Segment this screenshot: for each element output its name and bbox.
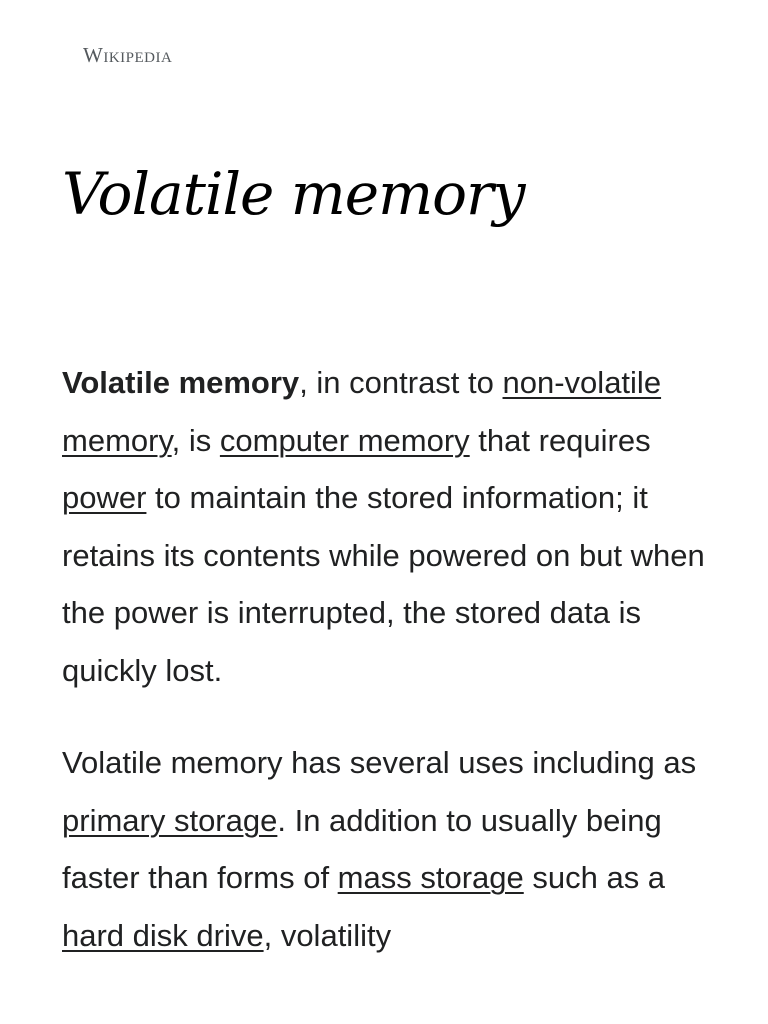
link-non-volatile-memory[interactable]: non-volatile memory (62, 365, 662, 458)
link-hard-disk-drive[interactable]: hard disk drive (62, 917, 264, 953)
text-segment: , in contrast to (299, 365, 503, 400)
link-primary-storage[interactable]: primary storage (62, 802, 278, 838)
text-segment: to maintain the stored information; it retains its contents while powered on but when the power is interrupted, the stored data is quickly lost. (62, 480, 705, 688)
text-segment: . In addition to usually being faster than forms of (62, 802, 662, 895)
bold-term: Volatile memory (62, 365, 300, 400)
article-body (62, 354, 722, 999)
paragraph-uses (62, 734, 722, 964)
wikipedia-wordmark[interactable]: Wikipedia (83, 43, 173, 67)
text-segment: such as a (523, 860, 666, 895)
text-segment: , volatility (263, 917, 392, 953)
text-segment: , is (171, 422, 220, 458)
paragraph-intro (62, 354, 722, 699)
page-title: Volatile memory (62, 160, 525, 228)
link-computer-memory[interactable]: computer memory (219, 422, 470, 458)
text-segment: that requires (469, 422, 651, 458)
link-mass-storage[interactable]: mass storage (337, 860, 524, 895)
link-power[interactable]: power (62, 480, 147, 515)
text-segment: Volatile memory has several uses including as (62, 745, 697, 780)
